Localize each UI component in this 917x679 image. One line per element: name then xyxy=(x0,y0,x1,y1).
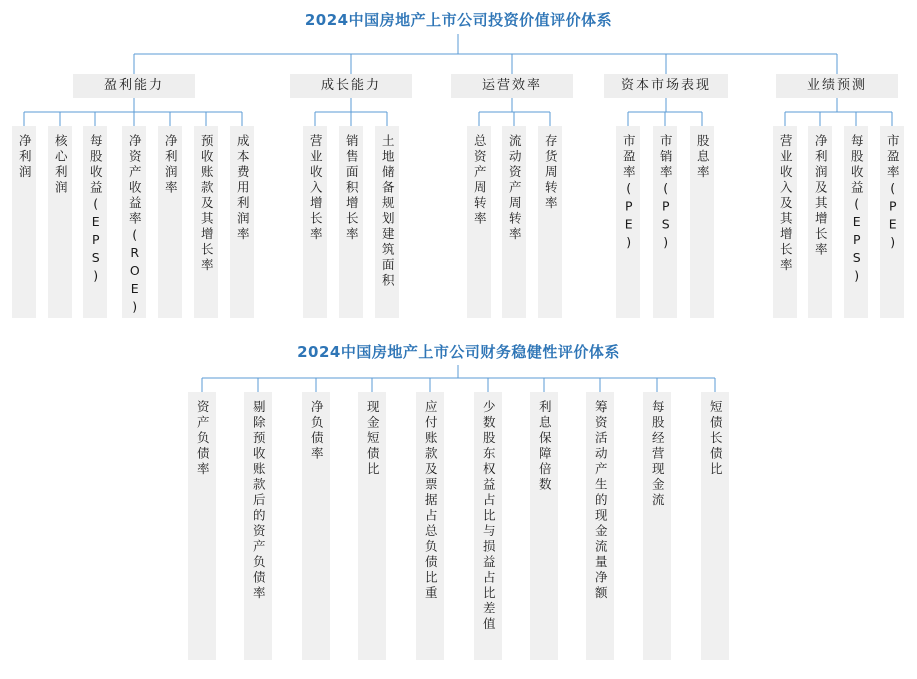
indicator-label: 预收账款及其增长率 xyxy=(199,134,215,274)
indicator-box xyxy=(538,126,562,318)
stability-indicator-label: 每股经营现金流 xyxy=(650,400,666,509)
stability-indicator-box xyxy=(188,392,216,660)
indicator-box xyxy=(880,126,904,318)
financial-stability-title: 2024中国房地产上市公司财务稳健性评价体系 xyxy=(297,343,620,361)
indicator-label: 每股收益(EPS) xyxy=(88,134,104,286)
indicator-label: 营业收入增长率 xyxy=(308,134,324,243)
indicator-label: 成本费用利润率 xyxy=(235,134,251,243)
stability-indicator-label: 剔除预收账款后的资产负债率 xyxy=(251,400,267,602)
category-box: 成长能力 xyxy=(290,74,412,98)
indicator-label: 净资产收益率(ROE) xyxy=(127,134,143,317)
indicator-label: 核心利润 xyxy=(53,134,69,196)
indicator-label: 流动资产周转率 xyxy=(507,134,523,243)
stability-indicator-label: 净负债率 xyxy=(309,400,325,462)
stability-indicator-label: 现金短债比 xyxy=(365,400,381,478)
indicator-label: 市盈率(PE) xyxy=(885,134,901,253)
stability-indicator-box xyxy=(530,392,558,660)
indicator-label: 净利润率 xyxy=(163,134,179,196)
category-box: 运营效率 xyxy=(451,74,573,98)
stability-indicator-box xyxy=(701,392,729,660)
indicator-box xyxy=(158,126,182,318)
indicator-box xyxy=(303,126,327,318)
indicator-box xyxy=(122,126,146,318)
indicator-box xyxy=(616,126,640,318)
stability-indicator-box xyxy=(358,392,386,660)
indicator-label: 股息率 xyxy=(695,134,711,181)
indicator-label: 销售面积增长率 xyxy=(344,134,360,243)
indicator-box xyxy=(653,126,677,318)
indicator-label: 市盈率(PE) xyxy=(621,134,637,253)
stability-indicator-box xyxy=(302,392,330,660)
indicator-box xyxy=(375,126,399,318)
indicator-box xyxy=(808,126,832,318)
indicator-box xyxy=(467,126,491,318)
stability-indicator-label: 少数股东权益占比与损益占比差值 xyxy=(481,400,497,633)
indicator-box xyxy=(48,126,72,318)
indicator-box xyxy=(194,126,218,318)
stability-indicator-box xyxy=(474,392,502,660)
investment-value-title: 2024中国房地产上市公司投资价值评价体系 xyxy=(304,11,613,29)
stability-indicator-label: 资产负债率 xyxy=(195,400,211,478)
stability-indicator-box xyxy=(643,392,671,660)
indicator-label: 市销率(PS) xyxy=(658,134,674,253)
indicator-box xyxy=(844,126,868,318)
indicator-box xyxy=(773,126,797,318)
indicator-label: 净利润及其增长率 xyxy=(813,134,829,258)
category-box: 盈利能力 xyxy=(73,74,195,98)
category-box: 业绩预测 xyxy=(776,74,898,98)
stability-indicator-box xyxy=(586,392,614,660)
indicator-box xyxy=(230,126,254,318)
stability-indicator-label: 利息保障倍数 xyxy=(537,400,553,493)
indicator-box xyxy=(690,126,714,318)
stability-indicator-label: 筹资活动产生的现金流量净额 xyxy=(593,400,609,602)
indicator-box xyxy=(502,126,526,318)
stability-indicator-label: 短债长债比 xyxy=(708,400,724,478)
indicator-label: 营业收入及其增长率 xyxy=(778,134,794,274)
indicator-label: 每股收益(EPS) xyxy=(849,134,865,286)
indicator-label: 土地储备规划建筑面积 xyxy=(380,134,396,289)
indicator-label: 总资产周转率 xyxy=(472,134,488,227)
indicator-box xyxy=(339,126,363,318)
stability-indicator-box xyxy=(416,392,444,660)
stability-indicator-box xyxy=(244,392,272,660)
indicator-label: 净利润 xyxy=(17,134,33,181)
indicator-box xyxy=(83,126,107,318)
indicator-box xyxy=(12,126,36,318)
category-box: 资本市场表现 xyxy=(604,74,728,98)
stability-indicator-label: 应付账款及票据占总负债比重 xyxy=(423,400,439,602)
indicator-label: 存货周转率 xyxy=(543,134,559,212)
